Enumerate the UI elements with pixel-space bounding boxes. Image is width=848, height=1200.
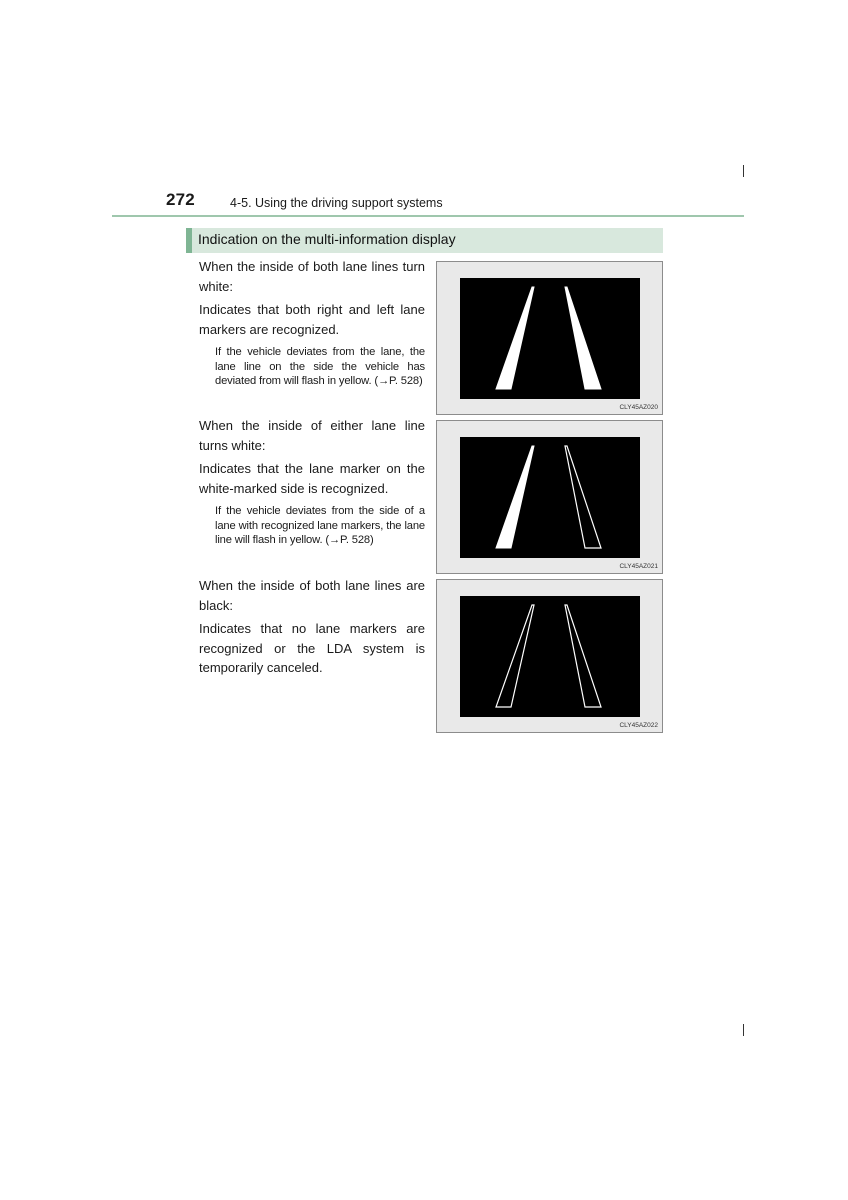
item-3-display: [460, 596, 640, 717]
item-2-display: [460, 437, 640, 558]
item-2-figure: [436, 420, 663, 574]
item-1-figure: [436, 261, 663, 415]
item-1-note: If the vehicle deviates from the lane, the lane line on the side the vehicle has deviated from will flash in yellow. (→P. 528): [215, 346, 425, 387]
item-1-display: [460, 278, 640, 399]
item-2-condition: When the inside of either lane line turns white:: [199, 418, 425, 453]
item-1-description: Indicates that both right and left lane markers are recognized.: [199, 302, 425, 337]
crop-mark-top: [743, 165, 744, 177]
chapter-title: 4-5. Using the driving support systems: [230, 196, 443, 210]
header-divider: [112, 215, 744, 217]
section-heading: [186, 228, 663, 253]
item-2-note: If the vehicle deviates from the side of a lane with recognized lane markers, the lane line will flash in yellow. (→P. 528): [215, 505, 425, 546]
figure-code: CLY45AZ020: [619, 404, 658, 411]
item-3-text: [199, 576, 425, 682]
page-number: 272: [166, 190, 195, 209]
section-heading-text: Indication on the multi-information display: [198, 231, 456, 247]
item-2-description: Indicates that the lane marker on the white-marked side is recognized.: [199, 461, 425, 496]
item-2-text: [199, 416, 425, 548]
crop-mark-bottom: [743, 1024, 744, 1036]
figure-code: CLY45AZ022: [619, 722, 658, 729]
display-background: [460, 437, 640, 558]
item-3-figure: [436, 579, 663, 733]
item-1-condition: When the inside of both lane lines turn white:: [199, 259, 425, 294]
item-3-condition: When the inside of both lane lines are black:: [199, 578, 425, 613]
display-background: [460, 596, 640, 717]
item-3-description: Indicates that no lane markers are recognized or the LDA system is temporarily canceled.: [199, 621, 425, 675]
display-background: [460, 278, 640, 399]
figure-code: CLY45AZ021: [619, 563, 658, 570]
item-1-text: [199, 257, 425, 389]
